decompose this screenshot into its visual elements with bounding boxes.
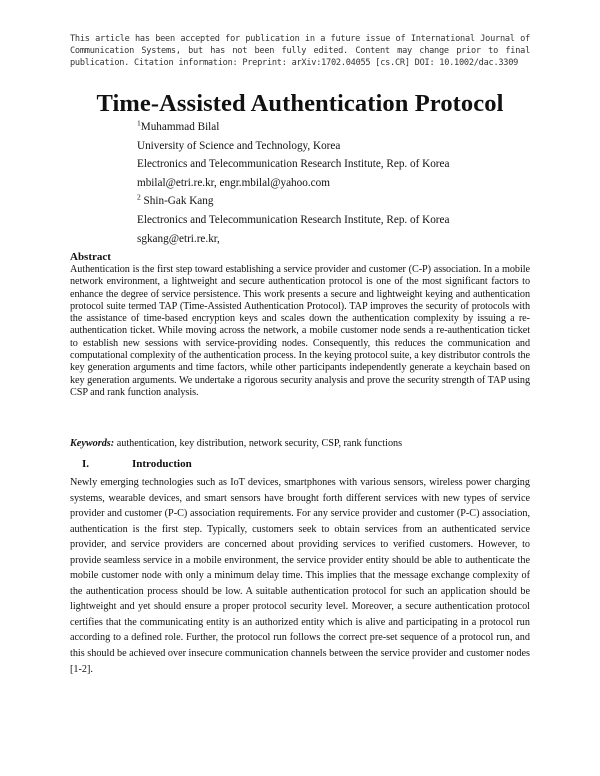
abstract-body: Authentication is the first step toward establishing a service provider and customer (C-P) association. In a mobile network environment, a lightweight and secure authentication protocol is one of the most significant factors to enhance the degree of service persistence. This work presents a secure and lightweight keying and authentication protocol suite termed TAP (Time-Assisted Authentication Protocol). TAP improves the security of protocols with the assistance of time-based encryption keys and scales down the authentication complexity by issuing a re-authentication ticket. While moving across the network, a mobile customer node sends a re-authentication ticket to establish new sessions with service-providing nodes. Consequently, this reduces the communication and computational complexity of the authentication process. In the keying protocol suite, a key distributor controls the key generation arguments and time factors, while other participants independently generate a keychain based on key generation arguments. We undertake a rigorous security analysis and prove the security strength of TAP using CSP and rank function analysis. bbox=[70, 264, 530, 398]
author2-affiliation: Electronics and Telecommunication Research Institute, Rep. of Korea bbox=[137, 213, 450, 226]
author2-email: sgkang@etri.re.kr, bbox=[137, 232, 220, 245]
publication-notice: This article has been accepted for publication in a future issue of International Journal of Communication Systems, but has not been fully edited. Content may change prior to final publication. Citation information: Preprint: arXiv:1702.04055 [cs.CR] DOI: 10.1002/dac.3309 bbox=[70, 34, 530, 68]
author2-name-line bbox=[137, 192, 449, 211]
section-heading bbox=[82, 458, 192, 470]
keywords-line bbox=[70, 438, 402, 449]
paper-title: Time-Assisted Authentication Protocol bbox=[96, 90, 504, 117]
author2-sup: 2 bbox=[137, 192, 141, 202]
section-title: Introduction bbox=[132, 458, 192, 470]
author-block bbox=[137, 118, 449, 248]
keywords-label: Keywords: bbox=[70, 438, 115, 449]
author1-sup: 1 bbox=[137, 118, 141, 128]
abstract-heading: Abstract bbox=[70, 251, 111, 263]
author1-email: mbilal@etri.re.kr, engr.mbilal@yahoo.com bbox=[137, 176, 330, 189]
author1-name-line bbox=[137, 118, 449, 137]
section-number: I. bbox=[82, 458, 90, 470]
introduction-body: Newly emerging technologies such as IoT devices, smartphones with various sensors, wireless power charging systems, wearable devices, and smart sensors have brought forth different services with new types of service provider and customer (P-C) association requirements. For any service provider and customer (P-C) association, authentication is the first step. Typically, customers seek to obtain services from an authenticated service provider, and service providers are concerned about providing services to verified customers. However, to provide seamless service in a mobile environment, the service provider entity should be able to authenticate the mobile customer node with only a minimum delay time. This implies that the message exchange complexity of the authentication process should be low. A suitable authentication protocol for such an application should be lightweight and yet should ensure a proper protocol security level. Moreover, a secure authentication protocol certifies that the communicating entity is an authorized entity which is alive and participating in a protocol run according to a defined role. Further, the protocol run follows the correct pre-set sequence of a protocol run, and this should be achieved over insecure communication channels between the service provider and customer nodes [1-2]. bbox=[70, 477, 530, 675]
author1-name: Muhammad Bilal bbox=[140, 121, 220, 133]
author1-affiliation-1: University of Science and Technology, Korea bbox=[137, 139, 341, 152]
author2-name: Shin-Gak Kang bbox=[143, 195, 214, 208]
keywords-text: authentication, key distribution, network security, CSP, rank functions bbox=[116, 438, 403, 449]
author1-affiliation-2: Electronics and Telecommunication Research Institute, Rep. of Korea bbox=[137, 158, 450, 171]
